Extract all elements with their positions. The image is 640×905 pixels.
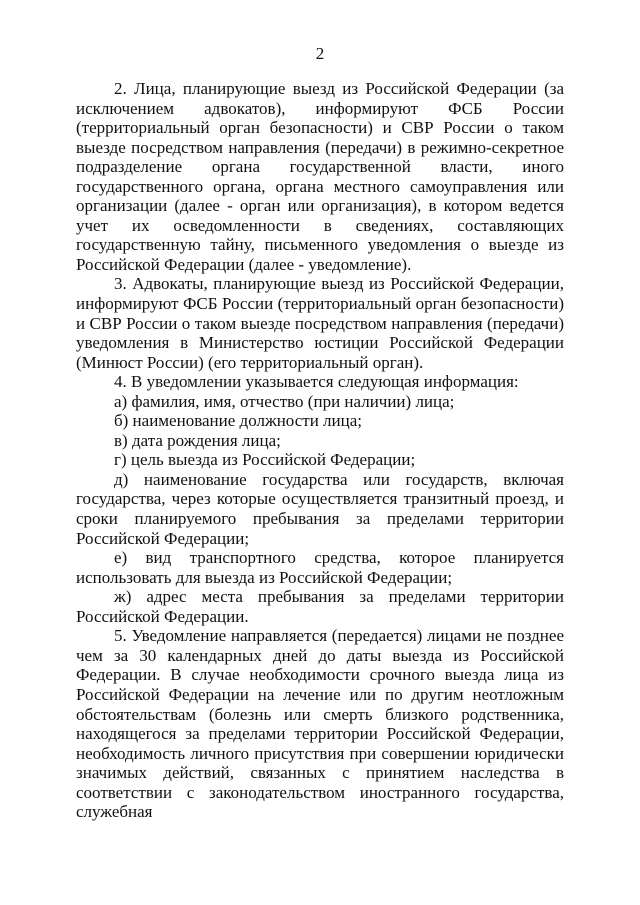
- list-item-a: а) фамилия, имя, отчество (при наличии) лица;: [114, 391, 455, 411]
- paragraph-4: 4. В уведомлении указывается следующая информация:: [114, 372, 519, 392]
- list-item-d: д) наименование государства или государств, включая государства, через которые осуществляется транзитный проезд, и сроки планируемого пребывания за пределами территории Российской Федерации;: [76, 469, 564, 548]
- list-item-v: в) дата рождения лица;: [114, 430, 281, 450]
- paragraph-3: 3. Адвокаты, планирующие выезд из Российской Федерации, информируют ФСБ России (территориальный орган безопасности) и СВР России о таком выезде посредством направления (передачи) уведомления в Министерство юстиции Российской Федерации (Минюст России) (его территориальный орган).: [76, 274, 564, 372]
- paragraph-5: 5. Уведомление направляется (передается) лицами не позднее чем за 30 календарных дней до даты выезда из Российской Федерации. В случае необходимости срочного выезда лица из Российской Федерации на лечение или по другим неотложным обстоятельствам (болезнь или смерть близкого родственника, находящегося за пределами территории Российской Федерации, необходимость личного присутствия при совершении юридически значимых действий, связанных с принятием наследства в соответствии с законодательством иностранного государства, служебная: [76, 626, 564, 822]
- list-item-e: е) вид транспортного средства, которое планируется использовать для выезда из Российской Федерации;: [76, 548, 564, 587]
- page-number: 2: [315, 44, 325, 63]
- list-item-g: г) цель выезда из Российской Федерации;: [114, 450, 416, 470]
- paragraph-2: 2. Лица, планирующие выезд из Российской Федерации (за исключением адвокатов), информируют ФСБ России (территориальный орган безопасности) и СВР России о таком выезде посредством направления (передачи) в режимно-секретное подразделение органа государственной власти, иного государственного органа, органа местного самоуправления или организации (далее - орган или организация), в котором ведется учет их осведомленности в сведениях, составляющих государственную тайну, письменного уведомления о выезде из Российской Федерации (далее - уведомление).: [76, 79, 564, 274]
- document-body: [76, 79, 564, 822]
- list-item-b: б) наименование должности лица;: [114, 411, 362, 431]
- list-item-zh: ж) адрес места пребывания за пределами территории Российской Федерации.: [76, 587, 564, 626]
